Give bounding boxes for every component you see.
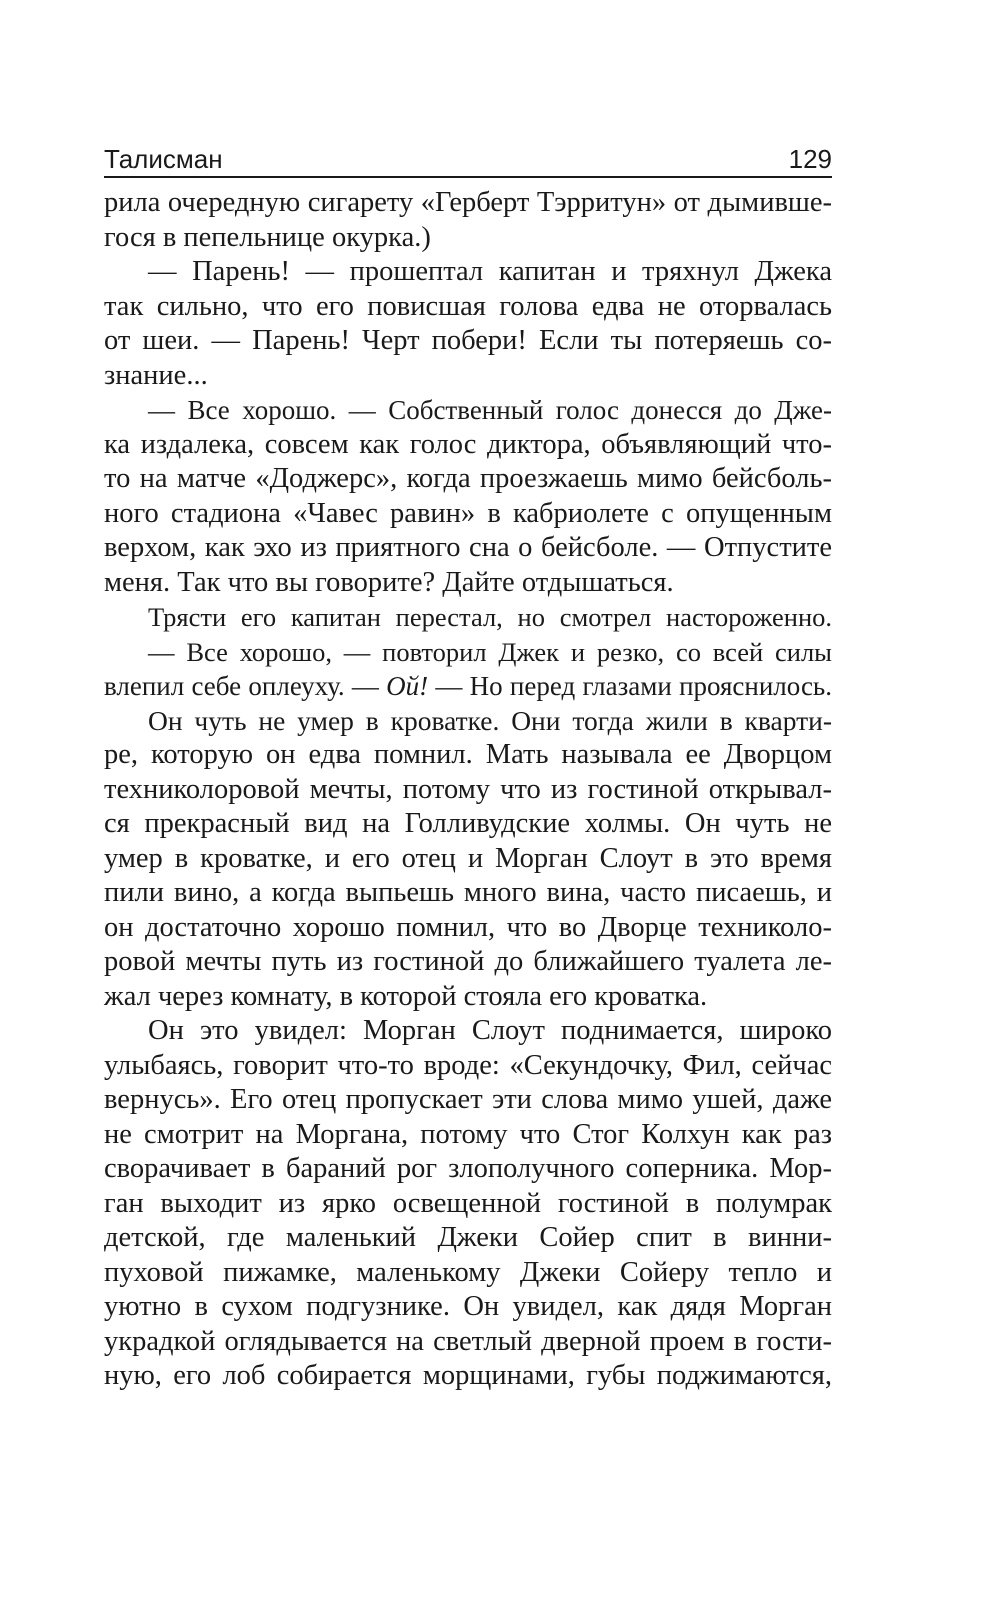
text-line: рила очередную сигарету «Герберт Тэрритун» от дымивше- [104,187,832,218]
text-line: Он это увидел: Морган Слоут поднимается, широко [148,1015,832,1046]
text-line: умер в кроватке, и его отец и Морган Слоут в это время [104,842,832,874]
text-line: сворачивает в бараний рог злополучного соперника. Мор- [104,1153,832,1184]
body-text [104,186,832,1394]
book-title: Талисман [104,144,223,174]
text-line: уютно в сухом подгузнике. Он увидел, как дядя Морган [104,1291,832,1322]
text-line: ка издалека, совсем как голос диктора, объявляющий что- [104,428,832,460]
text-line: он достаточно хорошо помнил, что во Дворце техниколо- [104,911,832,943]
text-line: ровой мечты путь из гостиной до ближайшего туалета ле- [104,946,832,977]
text-line: от шеи. — Парень! Черт побери! Если ты потеряешь со- [104,325,832,356]
text-line: — Парень! — прошептал капитан и тряхнул Джека [148,256,832,287]
text-line: влепил себе оплеуху. — Ой! — Но перед глазами прояснилось. [104,671,832,701]
text-line: ся прекрасный вид на Голливудские холмы. Он чуть не [104,808,832,839]
text-line: украдкой оглядывается на светлый дверной проем в гости- [104,1325,832,1357]
text-line: то на матче «Доджерс», когда проезжаешь мимо бейсболь- [104,463,832,494]
text-line: техниколоровой мечты, потому что из гостиной открывал- [104,773,832,805]
text-line: детской, где маленький Джеки Сойер спит в винни- [104,1222,832,1253]
text-line: ного стадиона «Чавес равин» в кабриолете с опущенным [104,497,832,529]
text-line: ре, которую он едва помнил. Мать называла ее Дворцом [104,739,832,770]
text-line: так сильно, что его повисшая голова едва не оторвалась [104,290,832,322]
page-number: 129 [788,144,832,174]
text-line: гося в пепельнице окурка.) [104,221,431,253]
text-line: верхом, как эхо из приятного сна о бейсболе. — Отпустите [104,532,832,563]
text-line: — Все хорошо. — Собственный голос донесся до Дже- [148,395,832,425]
text-line: пили вино, а когда выпьешь много вина, часто писаешь, и [104,877,832,908]
text-line: ную, его лоб собирается морщинами, губы поджимаются, [104,1360,832,1391]
text-line: пуховой пижамке, маленькому Джеки Сойеру тепло и [104,1256,832,1288]
text-line: ган выходит из ярко освещенной гостиной в полумрак [104,1187,832,1219]
text-line: знание... [104,359,208,391]
running-header [104,142,832,178]
text-line: Он чуть не умер в кроватке. Они тогда жили в кварти- [148,704,832,736]
text-line: улыбаясь, говорит что-то вроде: «Секундочку, Фил, сейчас [104,1049,832,1081]
text-line: жал через комнату, в которой стояла его кроватка. [104,980,708,1012]
text-line: не смотрит на Моргана, потому что Стог Колхун как раз [104,1118,832,1150]
text-line: вернусь». Его отец пропускает эти слова мимо ушей, даже [104,1084,832,1115]
text-line: — Все хорошо, — повторил Джек и резко, со всей силы [148,636,832,667]
text-line: меня. Так что вы говорите? Дайте отдышаться. [104,566,674,598]
text-line: Трясти его капитан перестал, но смотрел настороженно. [148,602,832,632]
